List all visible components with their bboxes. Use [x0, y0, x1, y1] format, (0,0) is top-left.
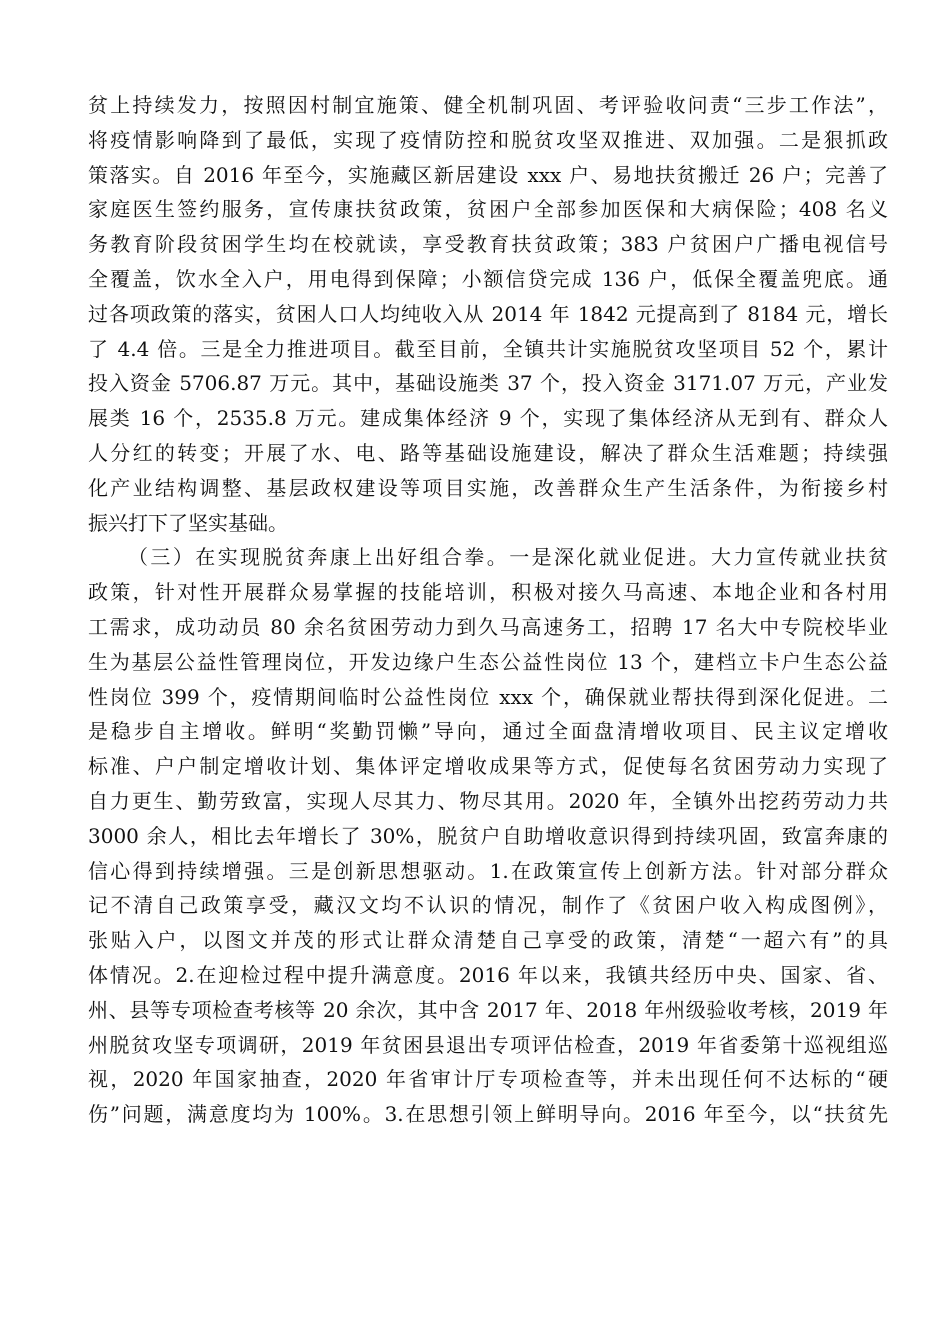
- text-line: 州、县等专项检查考核等 20 余次，其中含 2017 年、2018 年州级验收考核，2019 年: [88, 997, 888, 1022]
- text-line: 人分红的转变；开展了水、电、路等基础设施建设，解决了群众生活难题；持续强: [88, 440, 888, 465]
- paragraph-end-line: 振兴打下了坚实基础。: [88, 510, 288, 535]
- text-line: 3000 余人，相比去年增长了 30%，脱贫户自助增收意识得到持续巩固，致富奔康的: [88, 823, 888, 848]
- text-line: 务教育阶段贫困学生均在校就读，享受教育扶贫政策；383 户贫困户广播电视信号: [88, 232, 888, 257]
- text-line: 记不清自己政策享受，藏汉文均不认识的情况，制作了《贫困户收入构成图例》，: [88, 893, 888, 918]
- text-line: 自力更生、勤劳致富，实现人尽其力、物尽其用。2020 年，全镇外出挖药劳动力共: [88, 788, 888, 813]
- text-line: 工需求，成功动员 80 余名贫困劳动力到久马高速务工，招聘 17 名大中专院校毕业: [88, 614, 888, 639]
- text-line: 展类 16 个，2535.8 万元。建成集体经济 9 个，实现了集体经济从无到有、群众人: [88, 406, 888, 431]
- text-line: 是稳步自主增收。鲜明“奖勤罚懒”导向，通过全面盘清增收项目、民主议定增收: [88, 719, 888, 744]
- text-line: 性岗位 399 个，疫情期间临时公益性岗位 xxx 个，确保就业帮扶得到深化促进。二: [88, 684, 888, 709]
- body-text: [88, 88, 888, 1132]
- text-line: 信心得到持续增强。三是创新思想驱动。1.在政策宣传上创新方法。针对部分群众: [88, 858, 888, 883]
- text-line: 策落实。自 2016 年至今，实施藏区新居建设 xxx 户、易地扶贫搬迁 26 户；完善了: [88, 162, 888, 187]
- text-line: 伤”问题，满意度均为 100%。3.在思想引领上鲜明导向。2016 年至今，以“扶贫先: [88, 1102, 888, 1127]
- text-line: 家庭医生签约服务，宣传康扶贫政策，贫困户全部参加医保和大病保险；408 名义: [88, 197, 888, 222]
- text-line: 标准、户户制定增收计划、集体评定增收成果等方式，促使每名贫困劳动力实现了: [88, 754, 888, 779]
- text-line: 政策，针对性开展群众易掌握的技能培训，积极对接久马高速、本地企业和各村用: [88, 580, 888, 605]
- text-line: 贫上持续发力，按照因村制宜施策、健全机制巩固、考评验收问责“三步工作法”，: [88, 93, 888, 117]
- text-line: 全覆盖，饮水全入户，用电得到保障；小额信贷完成 136 户，低保全覆盖兜底。通: [88, 266, 888, 291]
- text-line: 生为基层公益性管理岗位，开发边缘户生态公益性岗位 13 个，建档立卡户生态公益: [88, 649, 888, 674]
- text-line: 州脱贫攻坚专项调研，2019 年贫困县退出专项评估检查，2019 年省委第十巡视组巡: [88, 1032, 888, 1057]
- text-line: 张贴入户，以图文并茂的形式让群众清楚自己享受的政策，清楚“一超六有”的具: [88, 928, 888, 953]
- text-line: 体情况。2.在迎检过程中提升满意度。2016 年以来，我镇共经历中央、国家、省、: [88, 962, 888, 987]
- text-line: 视，2020 年国家抽查，2020 年省审计厅专项检查等，并未出现任何不达标的“硬: [88, 1067, 888, 1092]
- text-line: 投入资金 5706.87 万元。其中，基础设施类 37 个，投入资金 3171.07 万元，产业发: [88, 371, 888, 396]
- text-line: 过各项政策的落实，贫困人口人均纯收入从 2014 年 1842 元提高到了 8184 元，增长: [88, 301, 888, 326]
- text-line: 将疫情影响降到了最低，实现了疫情防控和脱贫攻坚双推进、双加强。二是狠抓政: [88, 127, 888, 152]
- text-line: 化产业结构调整、基层政权建设等项目实施，改善群众生产生活条件，为衔接乡村: [88, 475, 888, 500]
- section-heading-line: （三）在实现脱贫奔康上出好组合拳。一是深化就业促进。大力宣传就业扶贫: [128, 545, 888, 570]
- text-line: 了 4.4 倍。三是全力推进项目。截至目前，全镇共计实施脱贫攻坚项目 52 个，累计: [88, 336, 888, 361]
